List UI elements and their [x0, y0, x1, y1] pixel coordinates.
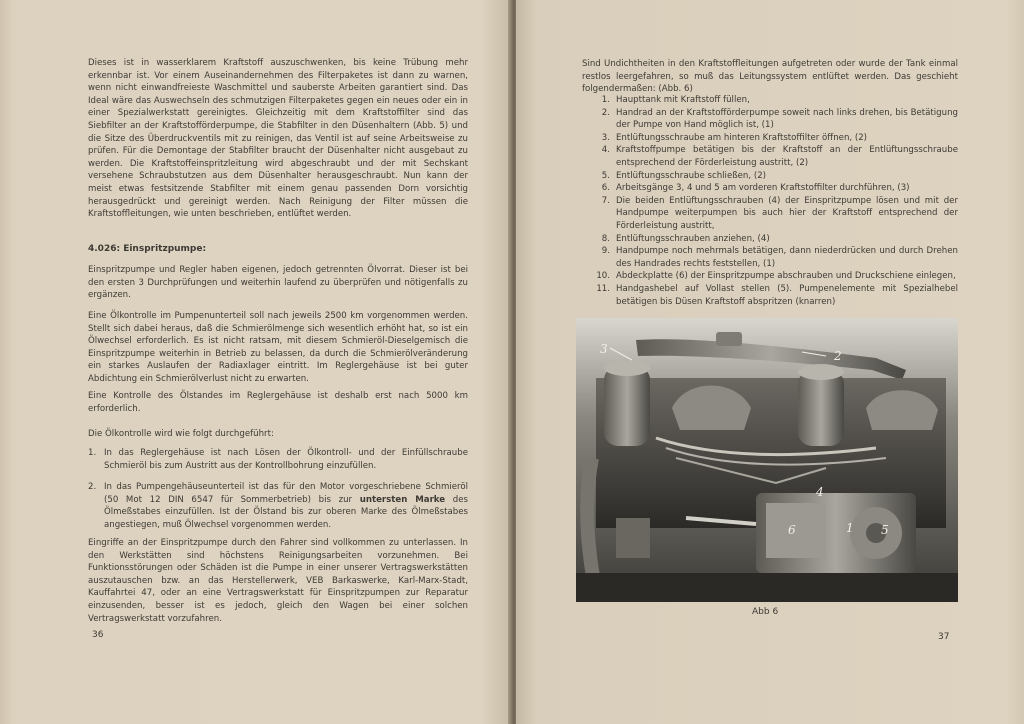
- figure-label-4: 4: [816, 485, 824, 499]
- step-number: 9.: [601, 246, 610, 257]
- step-item: [582, 283, 958, 308]
- step-item: [582, 270, 958, 283]
- figure-label-5: 5: [881, 523, 889, 537]
- step-text: Handpumpe noch mehrmals betätigen, dann niederdrücken und durch Drehen des Handrades rechts feststellen, (1): [616, 246, 958, 269]
- bold-emphasis: untersten Marke: [359, 494, 446, 505]
- step-number: 1.: [601, 95, 610, 105]
- step-item: [582, 107, 958, 132]
- paragraph-text: Die Ölkontrolle wird wie folgt durchgeführt:: [88, 429, 274, 439]
- step-item: [582, 245, 958, 270]
- engine-illustration: [576, 318, 958, 602]
- paragraph-repairs: [88, 537, 468, 625]
- paragraph-bleeding-intro: [582, 58, 958, 96]
- paragraph-procedure-intro: [88, 428, 468, 441]
- figure-caption: Abb 6: [752, 607, 779, 617]
- list-item-text: In das Reglergehäuse ist nach Lösen der Ölkontroll- und der Einfüllschraube Schmieröl bis zum Austritt aus der Kontrollbohrung einzufüllen.: [104, 448, 468, 471]
- step-number: 2.: [601, 107, 610, 118]
- step-item: [582, 170, 958, 183]
- step-text: Abdeckplatte (6) der Einspritzpumpe abschrauben und Druckschiene einlegen,: [616, 271, 956, 282]
- step-number: 10.: [596, 271, 610, 282]
- step-text: Entlüftungsschraube schließen, (2): [616, 170, 767, 181]
- oil-control-list: [88, 447, 468, 541]
- figure-label-2: 2: [834, 349, 842, 363]
- list-number: 2.: [88, 482, 97, 493]
- step-number: 11.: [596, 283, 610, 294]
- list-item: [88, 481, 468, 531]
- step-text: Entlüftungsschraube am hinteren Kraftstoffilter öffnen, (2): [616, 132, 868, 143]
- figure-label-1: 1: [846, 521, 854, 535]
- page-number-right: 37: [938, 632, 950, 642]
- section-heading: 4.026: Einspritzpumpe:: [88, 244, 207, 254]
- paragraph-oil-supply: [88, 264, 468, 302]
- paragraph-oil-level: [88, 390, 468, 415]
- figure-label-6: 6: [788, 523, 796, 537]
- step-text: Handgashebel auf Vollast stellen (5). Pumpenelemente mit Spezialhebel betätigen bis Düsen Kraftstoff abspritzen (knarren): [616, 283, 958, 307]
- paragraph-text: Sind Undichtheiten in den Kraftstoffleitungen aufgetreten oder wurde der Tank einmal restlos leergefahren, so muß das Leitungssystem entlüftet werden. Das geschieht folgendermaßen: (Abb. 6): [582, 59, 958, 95]
- paragraph-text: Dieses ist in wasserklarem Kraftstoff auszuschwenken, bis keine Trübung mehr erkennbar ist. Vor einem Auseinandernehmen des Filterpaketes ist dann zu warnen, wenn nicht einwandfreieste Waschmittel und sauberste Arbeiten garantiert sind. Das Ideal wäre das Auswechseln des schmutzigen Filterpaketes gegen ein neues oder ein in einer Spezialwerkstatt gereinigtes. Gleichzeitig mit dem Kraftstoffilter sind das Siebfilter an der Kraftstofförderpumpe, die Stabfilter in den Düsenhaltern (Abb. 5) und die Sitze des Überdruckventils mit zu reinigen, das Ventil ist auf seine Arbeitsweise zu prüfen. Für die Demontage der Stabfilter braucht der Düsenhalter nicht ausgebaut zu werden. Die Kraftstoffeinspritzleitung wird abgeschraubt und der mit Sechskant versehene Schraubstutzen aus dem Düsenhalter herausgeschraubt. Nun kann der meist etwas festsitzende Stabfilter mit einem genau passenden Dorn vorsichtig herausgedrückt und gereinigt werden. Nach Reinigung der Filter müssen die Kraftstoffleitungen, wie unten beschrieben, entlüftet werden.: [88, 58, 468, 220]
- paragraph-filter-cleaning: [88, 57, 468, 221]
- figure-label-3: 3: [600, 342, 608, 356]
- paragraph-text: Eingriffe an der Einspritzpumpe durch den Fahrer sind vollkommen zu unterlassen. In den Werkstätten sind höchstens Reinigungsarbeiten vorzunehmen. Bei Funktionsstörungen oder Schäden ist die Pumpe in einer unserer Vertragswerkstätten auszutauschen bzw. an das Herstellerwerk, VEB Barkaswerke, Karl-Marx-Stadt, Kauffahrtei 47, oder an eine Vertragswerkstatt für Einspritzpumpen zur Reparatur einzusenden, besser ist es jedoch, gleich den Wagen bei einer solchen Vertragswerkstatt vorzufahren.: [88, 538, 468, 624]
- step-item: [582, 182, 958, 195]
- list-item: [88, 447, 468, 472]
- step-number: 7.: [601, 195, 610, 206]
- step-item: [582, 132, 958, 145]
- paragraph-oil-control: [88, 310, 468, 386]
- step-number: 5.: [601, 170, 610, 181]
- engine-photo-figure: [576, 318, 958, 602]
- step-number: 3.: [601, 132, 610, 143]
- list-item-text: In das Pumpengehäuseunterteil ist das für den Motor vorgeschriebene Schmieröl (50 Mot 12 DIN 6547 für Sommerbetrieb) bis zur: [104, 482, 468, 505]
- paragraph-text: Einspritzpumpe und Regler haben eigenen, jedoch getrennten Ölvorrat. Dieser ist bei den ersten 3 Durchprüfungen und weiterhin laufend zu überprüfen und nötigenfalls zu ergänzen.: [88, 265, 468, 301]
- bleeding-steps-list: [582, 94, 958, 308]
- step-text: Die beiden Entlüftungsschrauben (4) der Einspritzpumpe lösen und mit der Handpumpe weiterpumpen bis auch hier der Kraftstoff entsprechend der Förderleistung austritt,: [616, 195, 958, 231]
- step-text: Arbeitsgänge 3, 4 und 5 am vorderen Kraftstoffilter durchführen, (3): [616, 183, 910, 194]
- step-text: Haupttank mit Kraftstoff füllen,: [616, 95, 750, 105]
- step-text: Entlüftungsschrauben anziehen, (4): [616, 233, 770, 244]
- list-number: 1.: [88, 448, 97, 458]
- step-item: [582, 195, 958, 233]
- step-number: 4.: [601, 145, 610, 156]
- step-text: Kraftstoffpumpe betätigen bis der Kraftstoff an der Entlüftungsschraube entsprechend der Förderleistung austritt, (2): [616, 145, 958, 168]
- steps-list: [582, 94, 958, 308]
- paragraph-text: Eine Ölkontrolle im Pumpenunterteil soll nach jeweils 2500 km vorgenommen werden. Stellt sich dabei heraus, daß die Schmierölmenge sich wesentlich erhöht hat, so ist ein Ölwechsel erforderlich. Es ist nicht ratsam, mit diesem Schmieröl-Dieselgemisch die Einspritzpumpe weiterhin in Betrieb zu belassen, da durch die Schmierölveränderung ein starkes Auslaufen der Radiaxlager eintritt. Im Reglergehäuse ist bei guter Abdichtung ein Schmierölverlust nicht zu erwarten.: [88, 311, 468, 384]
- step-number: 6.: [601, 183, 610, 194]
- step-number: 8.: [601, 233, 610, 244]
- list-item-text: des Ölmeßstabes einzufüllen. Ist der Ölstand bis zur oberen Marke des Ölmeßstabes angestiegen, muß Ölwechsel vorgenommen werden.: [104, 494, 468, 530]
- step-text: Handrad an der Kraftstofförderpumpe soweit nach links drehen, bis Betätigung der Pumpe von Hand möglich ist, (1): [616, 107, 958, 131]
- step-item: [582, 233, 958, 246]
- paragraph-text: Eine Kontrolle des Ölstandes im Reglergehäuse ist deshalb erst nach 5000 km erforderlich.: [88, 391, 468, 414]
- step-item: [582, 144, 958, 169]
- step-item: [582, 94, 958, 107]
- page-number-left: 36: [92, 630, 104, 640]
